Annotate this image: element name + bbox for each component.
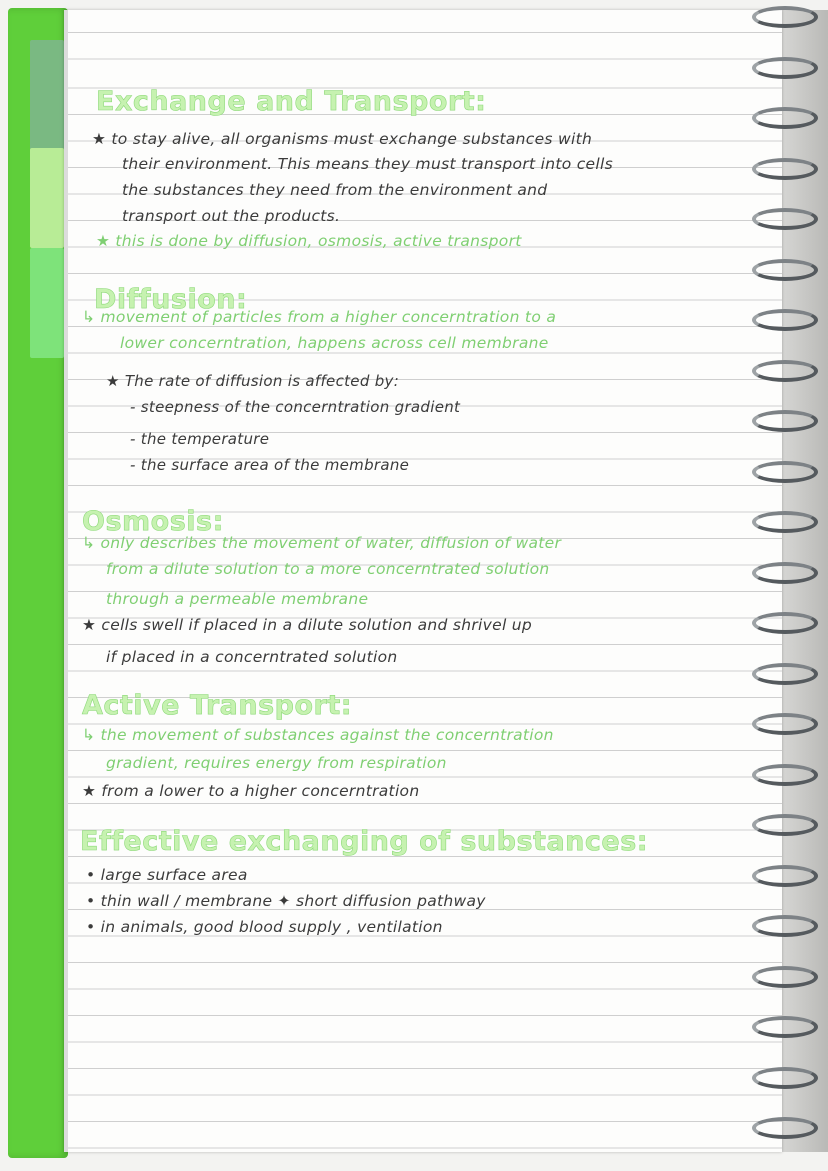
note-line-highlight: gradient, requires energy from respiration xyxy=(106,754,447,772)
note-line: - the surface area of the membrane xyxy=(130,456,410,474)
note-line-highlight: lower concerntration, happens across cell membrane xyxy=(120,334,549,352)
page-tab xyxy=(30,40,64,150)
binding-ring xyxy=(752,764,818,786)
note-line: their environment. This means they must transport into cells xyxy=(122,155,613,173)
page-edge xyxy=(64,10,68,1152)
heading-exchange-transport: Exchange and Transport: xyxy=(96,86,487,117)
binding-ring xyxy=(752,6,818,28)
note-line: if placed in a concerntrated solution xyxy=(106,648,398,666)
binding-ring xyxy=(752,865,818,887)
note-line: ★ from a lower to a higher concerntration xyxy=(82,782,420,800)
binding-ring xyxy=(752,107,818,129)
binding-ring xyxy=(752,814,818,836)
note-line-highlight: ↳ movement of particles from a higher concerntration to a xyxy=(82,308,557,326)
binding-ring xyxy=(752,461,818,483)
binding-ring xyxy=(752,208,818,230)
binding-ring xyxy=(752,1016,818,1038)
binding-ring xyxy=(752,309,818,331)
binding-ring xyxy=(752,410,818,432)
note-line: the substances they need from the environment and xyxy=(122,181,548,199)
heading-active-transport: Active Transport: xyxy=(82,690,353,721)
note-line: transport out the products. xyxy=(122,207,341,225)
note-line: - steepness of the concerntration gradient xyxy=(130,398,461,416)
binding-ring xyxy=(752,663,818,685)
page-tab xyxy=(30,248,64,358)
note-line: • in animals, good blood supply , ventilation xyxy=(86,918,443,936)
heading-effective-exchanging: Effective exchanging of substances: xyxy=(80,826,649,857)
page-tab xyxy=(30,148,64,248)
note-line: ★ to stay alive, all organisms must exchange substances with xyxy=(92,130,593,148)
binding-ring xyxy=(752,511,818,533)
binding-ring xyxy=(752,158,818,180)
binding-ring xyxy=(752,1067,818,1089)
note-line: ★ The rate of diffusion is affected by: xyxy=(106,372,400,390)
binding-ring xyxy=(752,360,818,382)
note-line-highlight: through a permeable membrane xyxy=(106,590,369,608)
heading-diffusion: Diffusion: xyxy=(94,284,248,315)
binding-ring xyxy=(752,259,818,281)
note-line-highlight: ★ this is done by diffusion, osmosis, active transport xyxy=(96,232,522,250)
binding-ring xyxy=(752,713,818,735)
note-line-highlight: from a dilute solution to a more concerntrated solution xyxy=(106,560,550,578)
heading-osmosis: Osmosis: xyxy=(82,506,224,537)
binding-ring xyxy=(752,612,818,634)
note-line: ★ cells swell if placed in a dilute solution and shrivel up xyxy=(82,616,533,634)
note-line: • thin wall / membrane ✦ short diffusion pathway xyxy=(86,892,486,910)
binding-ring xyxy=(752,57,818,79)
note-line-highlight: ↳ the movement of substances against the concerntration xyxy=(82,726,554,744)
binding-ring xyxy=(752,562,818,584)
binding-ring xyxy=(752,915,818,937)
note-line-highlight: ↳ only describes the movement of water, diffusion of water xyxy=(82,534,562,552)
note-line: • large surface area xyxy=(86,866,248,884)
binding-ring xyxy=(752,1117,818,1139)
note-line: - the temperature xyxy=(130,430,270,448)
binding-ring xyxy=(752,966,818,988)
